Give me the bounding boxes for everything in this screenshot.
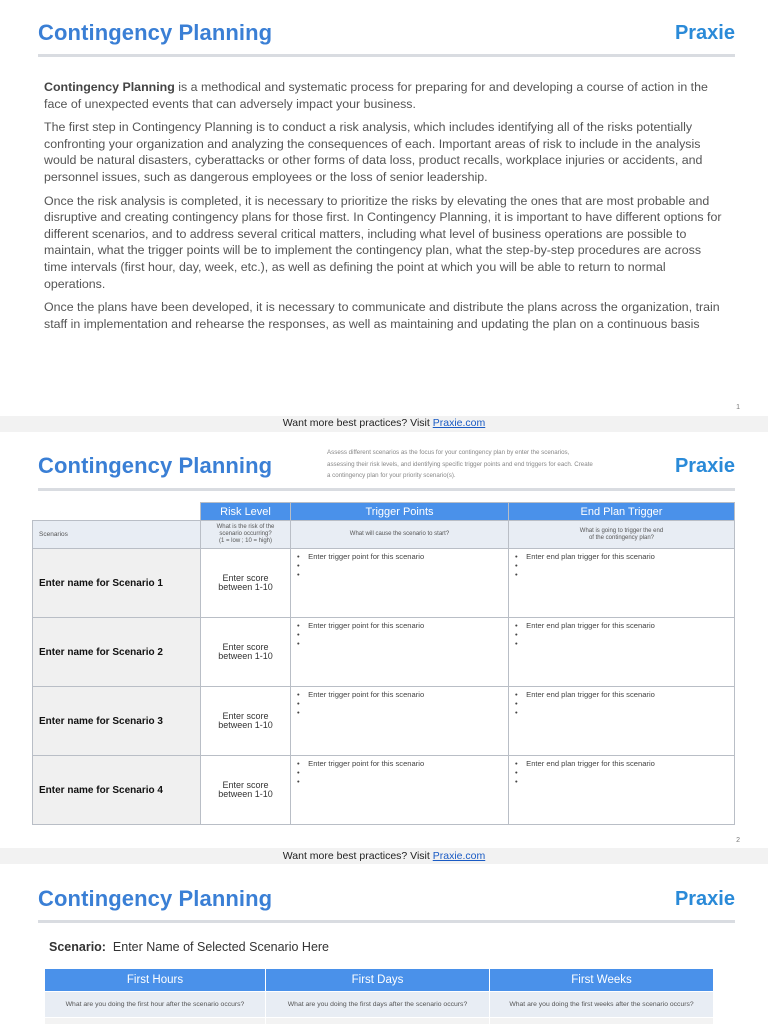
- bullet-item: •: [515, 561, 518, 570]
- score-line: Enter score: [222, 573, 269, 583]
- bullet-item: [515, 759, 734, 768]
- title-divider: [38, 54, 735, 57]
- bullet-glyph: •: [515, 552, 518, 561]
- timeline-question-row: [45, 992, 714, 1018]
- paragraph-2: The first step in Contingency Planning is to conduct a risk analysis, which includes identifying all of the risks potentially confronting your organization and analyzing the consequences of each. Important areas of risk to include in the analysis would be natural disasters, cyberattacks or other forms of data loss, product recalls, workplace injuries or accidents, and personnel issues, such as dangerous employees or the loss of senior leadership.: [44, 120, 703, 184]
- paragraph-1-text: is a methodical and systematic process for preparing for and developing a course of action in the face of unexpected events that can adversely impact your business.: [44, 80, 708, 111]
- scenario-row: [33, 756, 735, 825]
- trigger-placeholder: Enter trigger point for this scenario: [308, 759, 425, 768]
- end-question-line: of the contingency plan?: [588, 534, 655, 541]
- scenarios-subheader: Scenarios: [33, 521, 201, 549]
- risk-score-cell[interactable]: [201, 549, 291, 618]
- score-line: between 1-10: [218, 651, 273, 661]
- scenario-name-cell[interactable]: Enter name for Scenario 1: [33, 549, 201, 618]
- first-days-header: First Days: [266, 969, 490, 992]
- timeline-table: [44, 968, 714, 1024]
- scenario-row: [33, 549, 735, 618]
- score-line: Enter score: [222, 780, 269, 790]
- trigger-points-cell[interactable]: [291, 687, 509, 756]
- timeline-header-row: [45, 969, 714, 992]
- header-row: [33, 503, 735, 521]
- bullet-item: [297, 690, 508, 699]
- bullet-item: •: [515, 708, 518, 717]
- first-hours-header: First Hours: [45, 969, 266, 992]
- bullet-glyph: •: [515, 690, 518, 699]
- bullet-item: •: [297, 708, 300, 717]
- bullet-item: •: [515, 777, 518, 786]
- scenario-row: [33, 687, 735, 756]
- page-title-3: Contingency Planning: [38, 886, 273, 911]
- first-hours-entry[interactable]: [45, 1018, 266, 1024]
- trigger-points-cell[interactable]: [291, 618, 509, 687]
- trigger-placeholder: Enter trigger point for this scenario: [308, 552, 425, 561]
- risk-question: [201, 521, 291, 549]
- bullet-item: •: [515, 630, 518, 639]
- score-line: between 1-10: [218, 789, 273, 799]
- scenario-name-cell[interactable]: Enter name for Scenario 3: [33, 687, 201, 756]
- risk-score-cell[interactable]: [201, 618, 291, 687]
- bullet-glyph: •: [297, 552, 300, 561]
- scenario-label: Scenario:: [49, 940, 106, 954]
- bullet-glyph: •: [515, 621, 518, 630]
- bullet-item: •: [515, 639, 518, 648]
- bullet-item: [297, 621, 508, 630]
- footer-2: [0, 850, 768, 862]
- first-weeks-entry[interactable]: [490, 1018, 714, 1024]
- paragraph-4: Once the plans have been developed, it is necessary to communicate and distribute the plans across the organization, train staff in implementation and rehearse the responses, as well as maintaining and updating the plan on a continuous basis: [44, 300, 720, 331]
- scenario-name-cell[interactable]: Enter name for Scenario 2: [33, 618, 201, 687]
- end-trigger-cell[interactable]: [509, 687, 735, 756]
- bullet-item: [297, 759, 508, 768]
- bullet-item: [297, 552, 508, 561]
- bullet-glyph: •: [515, 759, 518, 768]
- paragraph-1: [44, 79, 724, 112]
- intro-text: [44, 79, 724, 339]
- paragraph-3: Once the risk analysis is completed, it is necessary to prioritize the risks by elevating the ones that are most probable and disruptive and creating contingency plans for those first. In Contingency Planning, it is important to have different options for different scenarios, and to address several critical matters, including what level of business operations are possible to maintain, what the trigger points will be to implement the contingency plan, what the step-by-step procedures are across time intervals (first hour, day, week, etc.), as well as defining the point at which you will be able to return to normal operations.: [44, 193, 722, 291]
- trigger-placeholder: Enter trigger point for this scenario: [308, 690, 425, 699]
- first-weeks-header: First Weeks: [490, 969, 714, 992]
- bullet-item: •: [297, 777, 300, 786]
- scenario-name-cell[interactable]: Enter name for Scenario 4: [33, 756, 201, 825]
- first-weeks-question: What are you doing the first weeks after the scenario occurs?: [490, 992, 714, 1018]
- bullet-item: •: [297, 570, 300, 579]
- trigger-points-cell[interactable]: [291, 549, 509, 618]
- bullet-item: •: [297, 639, 300, 648]
- page-1: [0, 0, 768, 411]
- trigger-points-header: Trigger Points: [291, 503, 509, 521]
- trigger-placeholder: Enter trigger point for this scenario: [308, 621, 425, 630]
- subheader-row: [33, 521, 735, 549]
- bullet-item: [515, 621, 734, 630]
- bullet-glyph: •: [297, 621, 300, 630]
- footer: [0, 417, 768, 429]
- bullet-item: •: [515, 570, 518, 579]
- footer-text: Want more best practices? Visit: [282, 850, 433, 862]
- end-trigger-cell[interactable]: [509, 618, 735, 687]
- bullet-glyph: •: [297, 759, 300, 768]
- end-question-line: What is going to trigger the end: [579, 527, 664, 534]
- bullet-item: •: [297, 561, 300, 570]
- praxie-logo: Praxie: [674, 22, 735, 44]
- selected-scenario: [49, 940, 329, 954]
- score-line: Enter score: [222, 642, 269, 652]
- title-divider-2: [38, 488, 735, 491]
- risk-question-line: scenario occurring?: [219, 531, 272, 537]
- score-line: between 1-10: [218, 720, 273, 730]
- praxie-logo-2: Praxie: [674, 455, 735, 477]
- end-question: [509, 521, 735, 549]
- page-title-2: Contingency Planning: [38, 453, 273, 478]
- end-plan-trigger-header: End Plan Trigger: [509, 503, 735, 521]
- first-hours-question: What are you doing the first hour after the scenario occurs?: [45, 992, 266, 1018]
- bullet-item: [515, 690, 734, 699]
- risk-level-header: Risk Level: [201, 503, 291, 521]
- bullet-item: •: [297, 630, 300, 639]
- praxie-logo-3: Praxie: [674, 888, 735, 910]
- footer-link[interactable]: Praxie.com: [432, 850, 486, 862]
- bullet-item: •: [297, 768, 300, 777]
- scenario-table: [32, 502, 735, 825]
- lead-term: Contingency Planning: [44, 80, 175, 94]
- bullet-glyph: •: [297, 690, 300, 699]
- first-days-question: What are you doing the first days after the scenario occurs?: [266, 992, 490, 1018]
- score-line: between 1-10: [218, 582, 273, 592]
- first-days-entry[interactable]: [266, 1018, 490, 1024]
- risk-score-cell[interactable]: [201, 687, 291, 756]
- end-placeholder: Enter end plan trigger for this scenario: [526, 552, 655, 561]
- end-placeholder: Enter end plan trigger for this scenario: [526, 690, 655, 699]
- title-divider-3: [38, 920, 735, 923]
- risk-score-cell[interactable]: [201, 756, 291, 825]
- risk-question-line: What is the risk of the: [216, 524, 275, 530]
- trigger-points-cell[interactable]: [291, 756, 509, 825]
- blank-header: [33, 503, 201, 521]
- footer-link[interactable]: Praxie.com: [432, 417, 486, 429]
- end-placeholder: Enter end plan trigger for this scenario: [526, 759, 655, 768]
- footer-text: Want more best practices? Visit: [282, 417, 433, 429]
- risk-question-line: (1 = low ; 10 = high): [218, 538, 273, 544]
- bullet-item: •: [297, 699, 300, 708]
- bullet-item: [515, 552, 734, 561]
- end-trigger-cell[interactable]: [509, 756, 735, 825]
- bullet-item: •: [515, 699, 518, 708]
- page-number-2: 2: [736, 837, 740, 844]
- timeline-entry-row: [45, 1018, 714, 1024]
- trigger-question: What will cause the scenario to start?: [291, 521, 509, 549]
- bullet-item: •: [515, 768, 518, 777]
- table-instructions: Assess different scenarios as the focus for your contingency plan by enter the scenarios, assessing their risk levels, and identifying specific trigger points and end triggers for each. Create a contingency plan for your priority scenario(s).: [327, 449, 593, 479]
- scenario-value[interactable]: Enter Name of Selected Scenario Here: [112, 940, 330, 954]
- page-title: Contingency Planning: [38, 20, 273, 45]
- end-placeholder: Enter end plan trigger for this scenario: [526, 621, 655, 630]
- score-line: Enter score: [222, 711, 269, 721]
- scenario-row: [33, 618, 735, 687]
- page-number: 1: [736, 404, 740, 411]
- end-trigger-cell[interactable]: [509, 549, 735, 618]
